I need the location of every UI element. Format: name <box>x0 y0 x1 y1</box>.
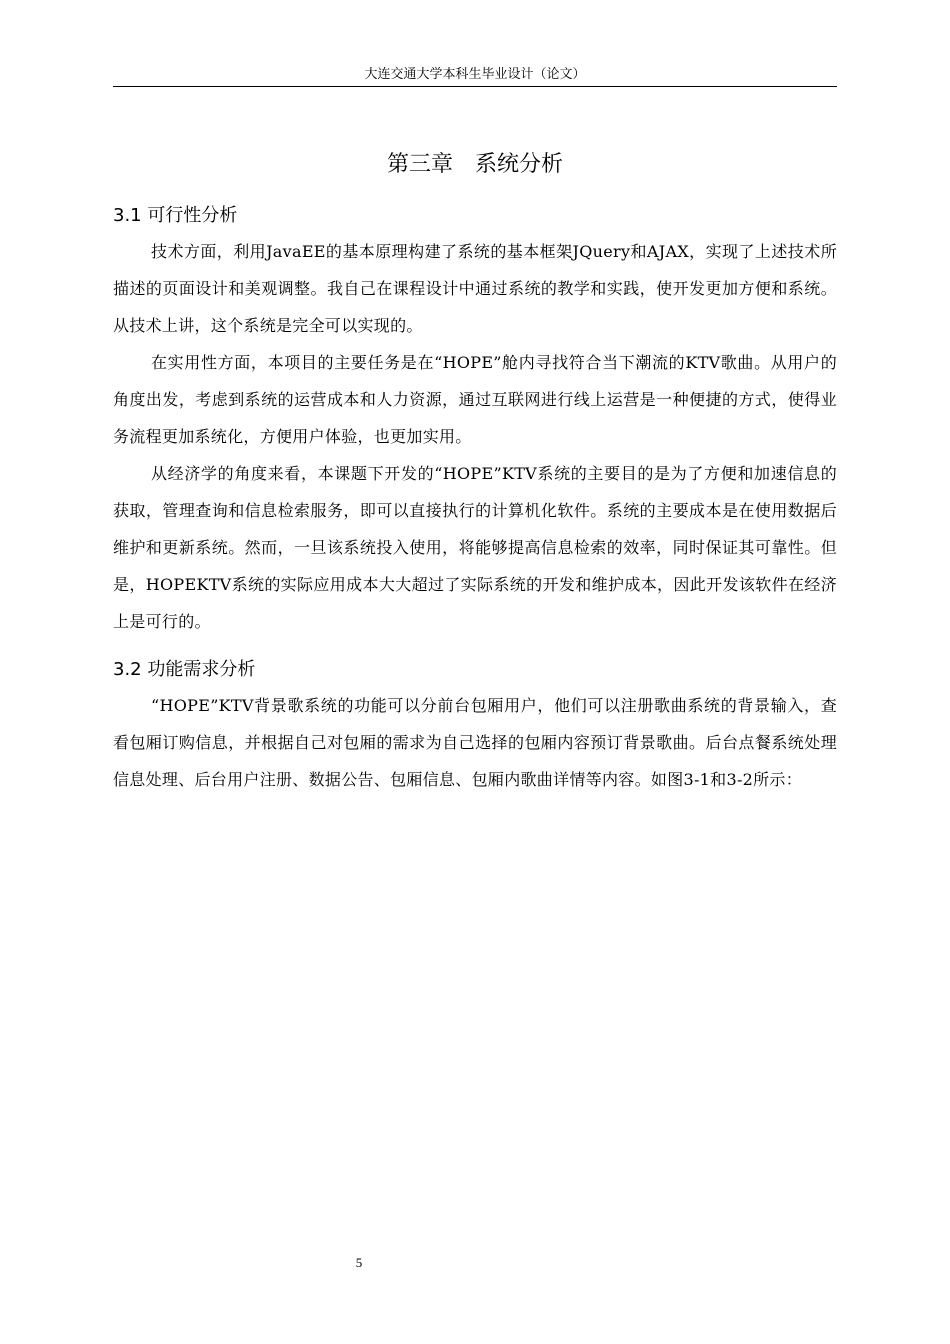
section-heading-feasibility: 3.1 可行性分析 <box>113 205 238 226</box>
paragraph-economic: 从经济学的角度来看，本课题下开发的“HOPE”KTV系统的主要目的是为了方便和加速信息的获取，管理查询和信息检索服务，即可以直接执行的计算机化软件。系统的主要成本是在使用数据后维护和更新系统。然而，一旦该系统投入使用，将能够提高信息检索的效率，同时保证其可靠性。但是，HOPEKTV系统的实际应用成本大大超过了实际系统的开发和维护成本，因此开发该软件在经济上是可行的。 <box>113 464 837 631</box>
paragraph-technical: 技术方面，利用JavaEE的基本原理构建了系统的基本框架JQuery和AJAX，实现了上述技术所描述的页面设计和美观调整。我自己在课程设计中通过系统的教学和实践，使开发更加方便和系统。从技术上讲，这个系统是完全可以实现的。 <box>113 242 837 335</box>
page-header: 大连交通大学本科生毕业设计（论文） <box>113 66 837 87</box>
paragraph-practicality: 在实用性方面，本项目的主要任务是在“HOPE”舱内寻找符合当下潮流的KTV歌曲。从用户的角度出发，考虑到系统的运营成本和人力资源，通过互联网进行线上运营是一种便捷的方式，使得业务流程更加系统化，方便用户体验，也更加实用。 <box>113 353 837 446</box>
section-heading-requirements: 3.2 功能需求分析 <box>113 659 256 680</box>
chapter-title: 第三章 系统分析 <box>386 152 563 177</box>
page-number: 5 <box>355 1255 363 1270</box>
paragraph-requirements: “HOPE”KTV背景歌系统的功能可以分前台包厢用户，他们可以注册歌曲系统的背景输入，查看包厢订购信息，并根据自己对包厢的需求为自己选择的包厢内容预订背景歌曲。后台点餐系统处理信息处理、后台用户注册、数据公告、包厢信息、包厢内歌曲详情等内容。如图3-1和3-2所示： <box>113 696 837 789</box>
